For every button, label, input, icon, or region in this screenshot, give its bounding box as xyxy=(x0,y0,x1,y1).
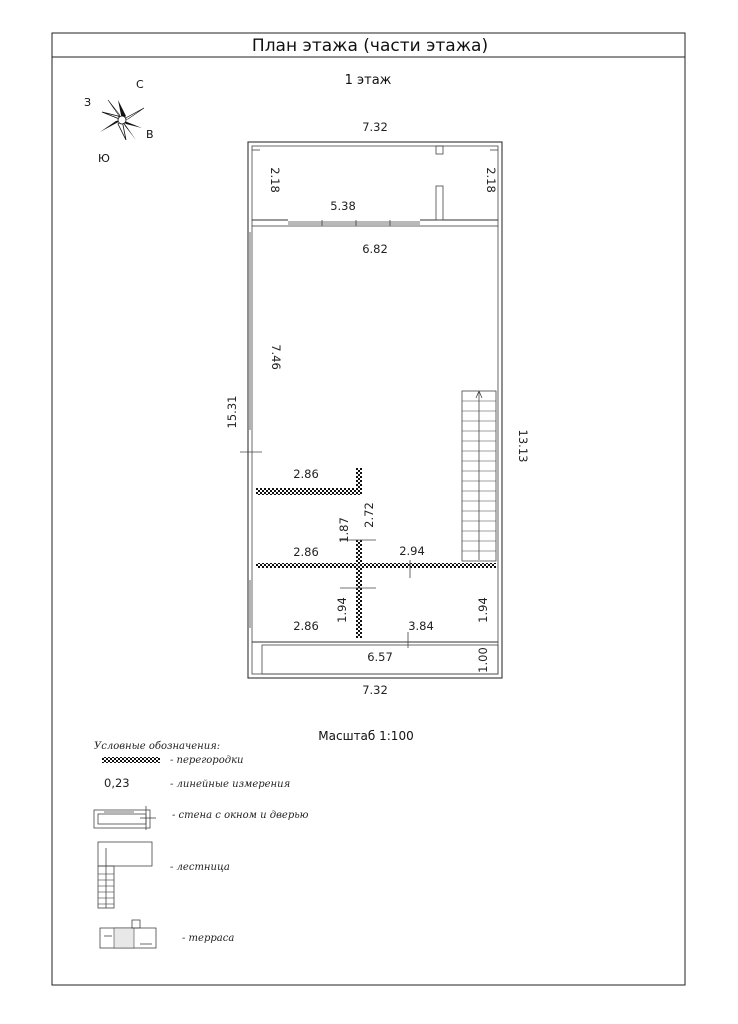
dim-lower-right-width: 3.84 xyxy=(408,619,434,633)
dim-terrace-depth: 1.00 xyxy=(476,647,490,673)
legend-partitions-label: - перегородки xyxy=(170,755,244,766)
dim-right-height: 13.13 xyxy=(516,429,530,463)
legend-partition-symbol xyxy=(102,757,160,763)
plan-title: План этажа (части этажа) xyxy=(251,36,489,56)
dim-porch-window: 5.38 xyxy=(330,199,356,213)
floor-label: 1 этаж xyxy=(344,73,392,88)
staircase xyxy=(462,391,496,561)
legend-stairs-symbol xyxy=(98,842,152,908)
dim-lower-room-width: 2.86 xyxy=(293,619,319,633)
legend-title: Условные обозначения: xyxy=(94,741,221,752)
dim-terrace-width: 6.57 xyxy=(367,650,393,664)
dim-middle-room-width: 2.86 xyxy=(293,545,319,559)
dim-middle-right-width: 2.94 xyxy=(399,544,425,558)
compass-south: Ю xyxy=(98,152,110,165)
dim-porch-right: 2.18 xyxy=(484,167,498,193)
dim-top-width: 7.32 xyxy=(362,120,388,134)
partitions xyxy=(256,468,496,648)
legend-terrace-label: - терраса xyxy=(182,933,235,944)
legend-wall-label: - стена с окном и дверью xyxy=(172,810,309,821)
dim-upper-room-width: 2.86 xyxy=(293,467,319,481)
compass-north: С xyxy=(136,78,144,91)
legend-stairs-label: - лестница xyxy=(170,862,230,873)
dim-bottom-width: 7.32 xyxy=(362,683,388,697)
dim-total-height: 15.31 xyxy=(225,395,239,429)
dim-partition-mid: 1.87 xyxy=(337,517,351,543)
legend-terrace-symbol xyxy=(100,920,156,948)
legend-sample-value: 0,23 xyxy=(104,776,130,790)
dim-lower-right-height: 1.94 xyxy=(476,597,490,623)
compass-rose-icon xyxy=(100,100,144,140)
dim-main-height-left: 7.46 xyxy=(269,344,283,370)
dim-partition-upper: 2.72 xyxy=(362,502,376,528)
building-outline xyxy=(240,142,502,678)
dim-main-width: 6.82 xyxy=(362,242,388,256)
legend-linear-label: - линейные измерения xyxy=(170,779,291,790)
compass-west: З xyxy=(84,96,92,109)
dim-porch-left: 2.18 xyxy=(268,167,282,193)
legend-wall-symbol xyxy=(94,806,156,830)
scale-label: Масштаб 1:100 xyxy=(318,729,414,743)
dim-lower-left-height: 1.94 xyxy=(335,597,349,623)
compass-east: В xyxy=(146,128,154,141)
